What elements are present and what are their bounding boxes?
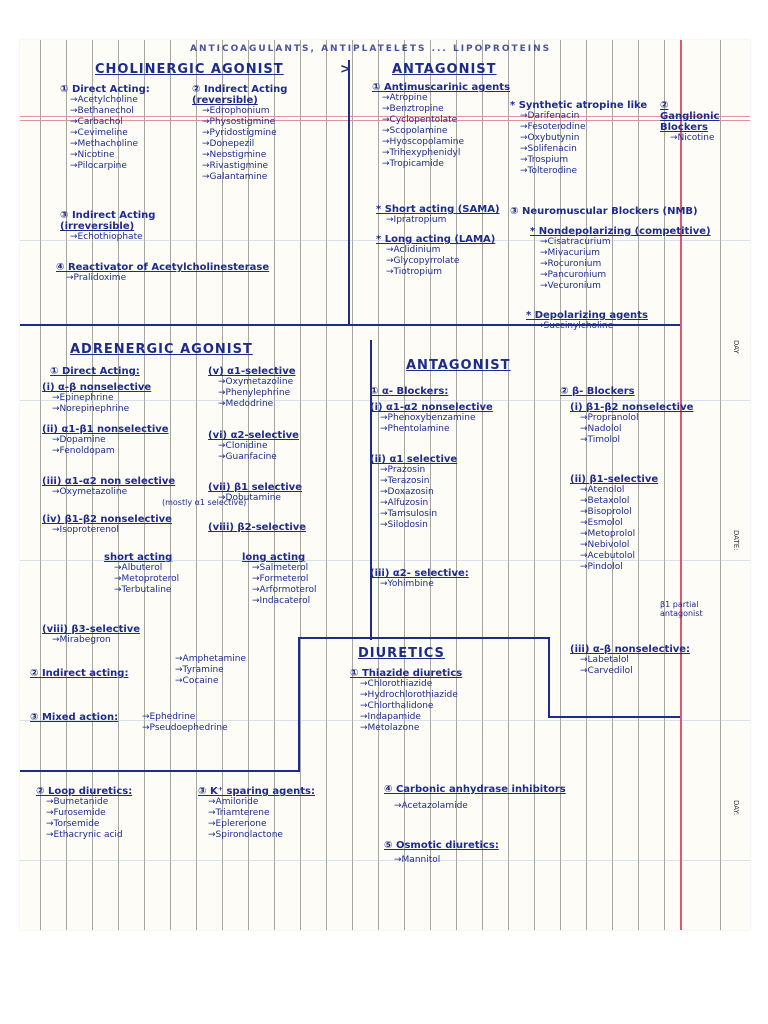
beta-nonselective-list [570,413,693,446]
indirect-irreversible-subheading: (irreversible) [60,221,135,232]
list-item: → Mivacurium [540,248,711,259]
thiazide-block [350,668,462,734]
b3-selective-heading: (viii) β3-selective [42,624,141,635]
list-item: → Scopolamine [382,126,510,137]
list-item: → Spironolactone [208,830,315,841]
list-item: → Tamsulosin [380,509,457,520]
list-item: → Nicotine [70,150,150,161]
indirect-reversible-subheading: (reversible) [192,95,258,106]
list-item: → Arformoterol [252,585,316,596]
list-item: → Pindolol [580,562,658,573]
list-item: → Vecuronium [540,281,711,292]
synthetic-atropine-list [510,111,647,177]
list-item: → Rivastigmine [202,161,287,172]
mixed-action-heading: ③ Mixed action: [30,712,119,723]
alpha-nonselective-heading: (i) α1-α2 nonselective [370,402,493,413]
list-item: → Formeterol [252,574,316,585]
list-item: → Ephedrine [142,712,228,723]
list-item: → Benztropine [382,104,510,115]
beta-blockers-heading: ② β- Blockers [560,386,635,397]
list-item: → Ethacrynic acid [46,830,132,841]
adr-direct-heading: ① Direct Acting: [50,366,140,377]
b1b2-nonselective-block [42,514,172,536]
list-item: → Medodrine [218,399,296,410]
list-item: → Phenoxybenzamine [380,413,493,424]
alpha2-selective-block [370,568,469,590]
list-item: → Metoprolol [580,529,658,540]
b3-selective-block [42,624,140,646]
alpha-beta-nonselective-list [570,655,690,677]
list-item: → Acetazolamide [394,801,566,812]
a1-selective-list [208,377,296,410]
thiazide-list [350,679,462,734]
beta1-selective-list [570,485,658,573]
alpha-nonselective-block [370,402,493,435]
direct-acting-heading: ① Direct Acting: [60,84,150,95]
list-item: → Eplerenone [208,819,315,830]
list-item: → Echothiophate [70,232,155,243]
sama-heading: * Short acting (SAMA) [376,204,500,215]
list-item: → Amphetamine [175,654,246,665]
carbonic-anhydrase-list [384,801,566,812]
lama-list [376,245,495,278]
indirect-irreversible-block [60,210,155,243]
diuretics-title-block [358,646,445,661]
list-item: → Nadolol [580,424,693,435]
a1b1-nonselective-list [42,435,169,457]
depolarizing-heading: * Depolarizing agents [526,310,648,321]
indirect-reversible-block [192,84,287,183]
list-item: → Isoproterenol [52,525,172,536]
list-item: → Guanfacine [218,452,299,463]
list-item: → Pilocarpine [70,161,150,172]
beta-blockers-block [560,386,635,397]
sidebar-label-date: DATE: [732,530,740,551]
partial-antagonist-note: β1 partial antagonist [660,600,703,618]
list-item: → Doxazosin [380,487,457,498]
antimuscarinic-list [372,93,510,170]
list-item: → Alfuzosin [380,498,457,509]
list-item: → Succinylcholine [536,321,648,332]
list-item: → Cevimeline [70,128,150,139]
list-item: → Indacaterol [252,596,316,607]
reactivator-list [56,273,269,284]
list-item: → Dobutamine [218,493,302,504]
list-item: → Chlorothiazide [360,679,462,690]
ab-nonselective-list [42,393,151,415]
depolarizing-block [526,310,648,332]
nmb-block [510,206,698,217]
list-item: → Cocaine [175,676,246,687]
list-item: → Yohimbine [380,579,469,590]
list-item: → Nicotine [670,133,730,144]
ruled-line [664,40,665,930]
indirect-acting-list [165,654,246,687]
adr-direct-block [50,366,140,377]
k-sparing-block [198,786,315,841]
diuretics-box-right [548,637,550,717]
list-item: → Indapamide [360,712,462,723]
alpha-beta-nonselective-heading: (iii) α-β nonselective: [570,644,691,655]
a1-selective-block [208,366,296,410]
list-item: → Phenylephrine [218,388,296,399]
a1-selective-heading: (v) α1-selective [208,366,296,377]
list-item: → Pseudoephedrine [142,723,228,734]
list-item: → Silodosin [380,520,457,531]
diuretics-box-top [298,637,550,639]
sidebar-label-day: DAY [732,340,740,354]
adrenergic-agonist-title: ADRENERGIC AGONIST [70,342,253,357]
nondepolarizing-list [530,237,711,292]
list-item: → Chlorthalidone [360,701,462,712]
lama-heading: * Long acting (LAMA) [376,234,496,245]
list-item: → Epinephrine [52,393,151,404]
list-item: → Edrophonium [202,106,287,117]
diuretics-box-bottom [20,770,300,772]
list-item: → Esmolol [580,518,658,529]
long-acting-block [242,552,316,607]
alpha-nonselective-list [370,413,493,435]
short-acting-heading: short acting [104,552,173,563]
list-item: → Tyramine [175,665,246,676]
list-item: → Dopamine [52,435,169,446]
beta-nonselective-heading: (i) β1-β2 nonselective [570,402,694,413]
top-strip-text: ANTICOAGULANTS, ANTIPLATELETS ... LIPOPROTEINS [190,44,552,54]
alpha2-selective-heading: (iii) α2- selective: [370,568,469,579]
mixed-action-block [30,712,118,723]
antimuscarinic-block [372,82,510,170]
bridge-symbol: > [340,62,351,77]
beta1-selective-heading: (ii) β1-selective [570,474,659,485]
list-item: → Pancuronium [540,270,711,281]
indirect-irreversible-list [60,232,155,243]
list-item: → Acetylcholine [70,95,150,106]
a1a2-hint: (mostly α1 selective) [162,498,247,507]
ruled-line [326,40,327,930]
carbonic-anhydrase-heading: ④ Carbonic anhydrase inhibitors [384,784,566,795]
list-item: → Terazosin [380,476,457,487]
alpha-blockers-block [370,386,448,397]
partial-antagonist-note-block [660,600,720,618]
list-item: → Terbutaline [114,585,179,596]
b1b2-nonselective-heading: (iv) β1-β2 nonselective [42,514,172,525]
sama-block [376,204,500,226]
list-item: → Glycopyrrolate [386,256,495,267]
adrenergic-antagonist-title-block [406,358,511,373]
a1b1-nonselective-block [42,424,169,457]
list-item: → Phentolamine [380,424,493,435]
list-item: → Aclidinium [386,245,495,256]
mixed-action-list [132,712,228,734]
osmotic-block [384,840,499,866]
indirect-reversible-list [192,106,287,183]
list-item: → Propranolol [580,413,693,424]
list-item: → Trospium [520,155,647,166]
a1a2-nonselective-heading: (iii) α1-α2 non selective [42,476,176,487]
list-item: → Metolazone [360,723,462,734]
notebook-page [20,40,750,930]
list-item: → Neostigmine [202,150,287,161]
alpha2-selective-list [370,579,469,590]
list-item: → Pyridostigmine [202,128,287,139]
list-item: → Cyclopentolate [382,115,510,126]
list-item: → Atropine [382,93,510,104]
indirect-acting-list-block [165,654,246,687]
indirect-acting-block [30,668,128,679]
list-item: → Albuterol [114,563,179,574]
list-item: → Mannitol [394,855,499,866]
cholinergic-antagonist-title-block [392,62,497,77]
indirect-irreversible-heading: ③ Indirect Acting [60,210,156,221]
loop-diuretics-heading: ② Loop diuretics: [36,786,133,797]
list-item: → Oxymetazoline [52,487,246,498]
antimuscarinic-heading: ① Antimuscarinic agents [372,82,511,93]
list-item: → Norepinephrine [52,404,151,415]
list-item: → Salmeterol [252,563,316,574]
list-item: → Furosemide [46,808,132,819]
list-item: → Darifenacin [520,111,647,122]
b2-selective-heading: (viii) β2-selective [208,522,307,533]
list-item: → Amiloride [208,797,315,808]
cholinergic-antagonist-title: ANTAGONIST [392,62,497,77]
osmotic-heading: ⑤ Osmotic diuretics: [384,840,499,851]
diuretics-title: DIURETICS [358,646,445,661]
list-item: → Ipratropium [386,215,500,226]
list-item: → Prazosin [380,465,457,476]
list-item: → Torsemide [46,819,132,830]
ganglionic-heading: ② Ganglionic Blockers [660,100,720,133]
synthetic-atropine-heading: * Synthetic atropine like [510,100,648,111]
ab-nonselective-heading: (i) α-β nonselective [42,382,152,393]
list-item: → Donepezil [202,139,287,150]
nmb-heading: ③ Neuromuscular Blockers (NMB) [510,206,698,217]
list-item: → Carbachol [70,117,150,128]
list-item: → Betaxolol [580,496,658,507]
loop-diuretics-block [36,786,132,841]
list-item: → Bisoprolol [580,507,658,518]
short-acting-list [104,563,179,596]
alpha1-selective-heading: (ii) α1 selective [370,454,458,465]
a2-selective-list [208,441,299,463]
list-item: → Triamterene [208,808,315,819]
list-item: → Tropicamide [382,159,510,170]
ab-nonselective-block [42,382,151,415]
b2-selective-block [208,522,306,533]
diuretics-box-left [298,637,300,770]
list-item: → Atenolol [580,485,658,496]
thiazide-heading: ① Thiazide diuretics [350,668,463,679]
k-sparing-heading: ③ K⁺ sparing agents: [198,786,315,797]
direct-acting-block [60,84,150,172]
alpha1-selective-block [370,454,457,531]
list-item: → Nebivolol [580,540,658,551]
list-item: → Mirabegron [52,635,140,646]
list-item: → Oxybutynin [520,133,647,144]
list-item: → Tiotropium [386,267,495,278]
list-item: → Cisatracurium [540,237,711,248]
depolarizing-list [526,321,648,332]
b1b2-nonselective-list [42,525,172,536]
list-item: → Fenoldopam [52,446,169,457]
list-item: → Solifenacin [520,144,647,155]
long-acting-list [242,563,316,607]
osmotic-list [384,855,499,866]
reactivator-heading: ④ Reactivator of Acetylcholinesterase [56,262,270,273]
beta-nonselective-block [570,402,693,446]
list-item: → Galantamine [202,172,287,183]
synthetic-atropine-block [510,100,647,177]
b1-selective-block [208,482,302,504]
loop-diuretics-list [36,797,132,841]
long-acting-heading: long acting [242,552,306,563]
alpha-blockers-heading: ① α- Blockers: [370,386,449,397]
alpha1-selective-list [370,465,457,531]
list-item: → Methacholine [70,139,150,150]
short-acting-block [104,552,179,596]
carbonic-anhydrase-block [384,784,566,812]
list-item: → Hydrochlorothiazide [360,690,462,701]
list-item: → Acebutolol [580,551,658,562]
list-item: → Hyoscopolamine [382,137,510,148]
margin-line [680,40,682,930]
list-item: → Carvedilol [580,666,690,677]
adrenergic-agonist-title-block [70,342,253,357]
cholinergic-agonist-title-block [95,62,284,77]
ganglionic-block [660,100,730,144]
a1b1-nonselective-heading: (ii) α1-β1 nonselective [42,424,169,435]
lama-block [376,234,495,278]
a2-selective-block [208,430,299,463]
cholinergic-agonist-title: CHOLINERGIC AGONIST [95,62,284,77]
beta1-selective-block [570,474,658,573]
list-item: → Trihexyphenidyl [382,148,510,159]
direct-acting-list [60,95,150,172]
list-item: → Pralidoxime [66,273,269,284]
nondepolarizing-heading: * Nondepolarizing (competitive) [530,226,711,237]
list-item: → Labetalol [580,655,690,666]
nondepolarizing-block [530,226,711,292]
divider-vertical [348,60,350,325]
b1-selective-heading: (vii) β1 selective [208,482,302,493]
mixed-action-list-block [132,712,228,734]
k-sparing-list [198,797,315,841]
b3-selective-list [42,635,140,646]
a2-selective-heading: (vi) α2-selective [208,430,299,441]
list-item: → Physostigmine [202,117,287,128]
reactivator-block [56,262,269,284]
list-item: → Clonidine [218,441,299,452]
diuretics-box-right-bottom [548,716,680,718]
ruled-line [720,40,721,930]
ruled-line [352,40,353,930]
list-item: → Bumetanide [46,797,132,808]
list-item: → Bethanechol [70,106,150,117]
alpha-beta-nonselective-block [570,644,690,677]
indirect-acting-heading: ② Indirect acting: [30,668,129,679]
list-item: → Fesoterodine [520,122,647,133]
sidebar-label-day: DAY: [732,800,740,816]
adrenergic-antagonist-title: ANTAGONIST [406,358,511,373]
list-item: → Tolterodine [520,166,647,177]
list-item: → Timolol [580,435,693,446]
indirect-reversible-heading: ② Indirect Acting [192,84,288,95]
list-item: → Metoproterol [114,574,179,585]
sama-list [376,215,500,226]
ganglionic-list [660,133,730,144]
list-item: → Rocuronium [540,259,711,270]
b1-selective-list [208,493,302,504]
list-item: → Oxymetazoline [218,377,296,388]
